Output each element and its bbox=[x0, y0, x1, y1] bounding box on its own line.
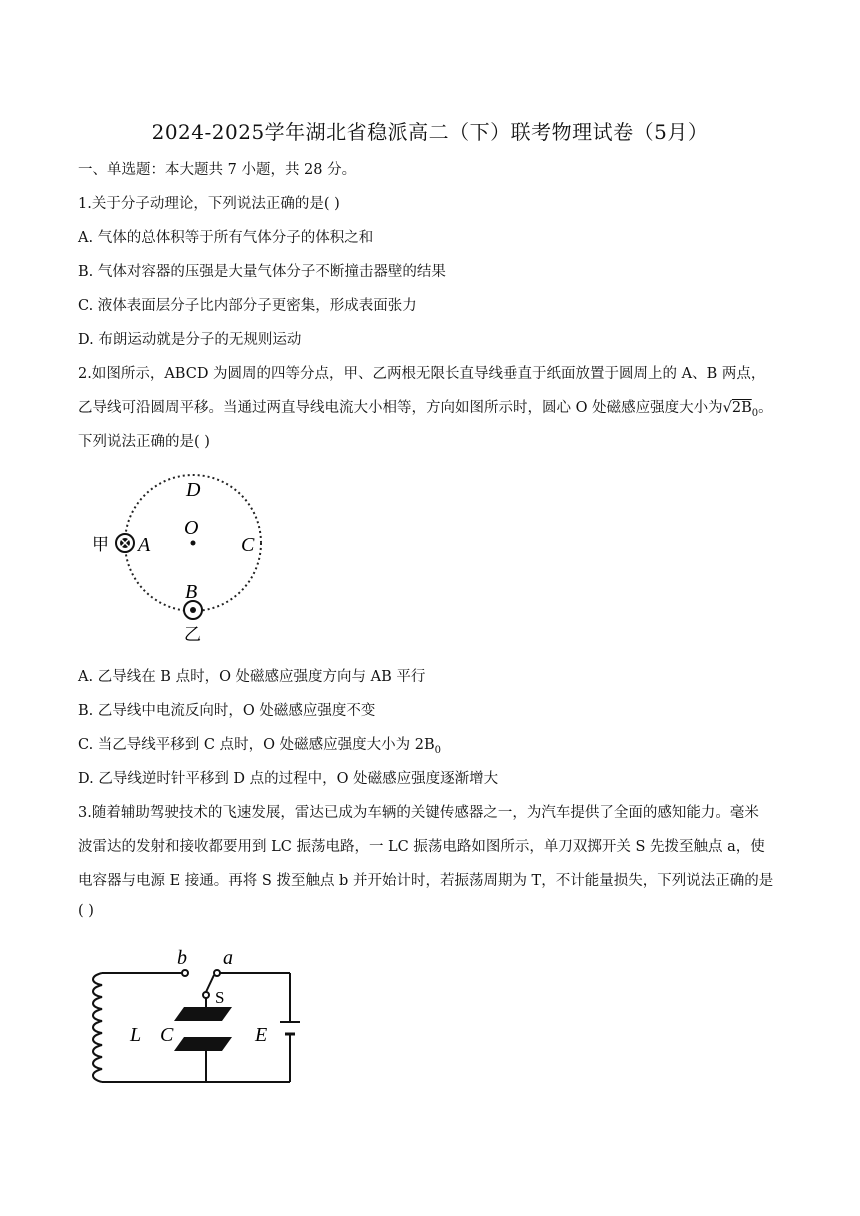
inductor-coil bbox=[93, 973, 102, 1082]
switch-pivot bbox=[203, 992, 209, 998]
q1-option-c: C. 液体表面层分子比内部分子更密集，形成表面张力 bbox=[78, 298, 417, 314]
label-e: E bbox=[255, 1024, 268, 1046]
q1-option-b: B. 气体对容器的压强是大量气体分子不断撞击器壁的结果 bbox=[78, 264, 446, 280]
center-dot bbox=[191, 541, 196, 546]
q2-stem-subscript: 0 bbox=[751, 407, 759, 419]
label-d: D bbox=[186, 479, 201, 501]
q3-stem-line4: ( ) bbox=[78, 903, 94, 919]
contact-b bbox=[182, 970, 188, 976]
wire-jia-marker bbox=[116, 534, 134, 552]
q1-option-d: D. 布朗运动就是分子的无规则运动 bbox=[78, 332, 302, 348]
q2-option-b: B. 乙导线中电流反向时，O 处磁感应强度不变 bbox=[78, 703, 376, 719]
sqrt-symbol: √ bbox=[722, 400, 732, 416]
label-jia: 甲 bbox=[92, 535, 109, 555]
q2-option-a: A. 乙导线在 B 点时，O 处磁感应强度方向与 AB 平行 bbox=[78, 669, 426, 685]
q2-stem-line2-text: 乙导线可沿圆周平移。当通过两直导线电流大小相等，方向如图所示时，圆心 O 处磁感应强度大小为 bbox=[78, 400, 723, 416]
label-s: S bbox=[215, 988, 225, 1007]
q1-stem: 1.关于分子动理论，下列说法正确的是( ) bbox=[78, 196, 340, 212]
capacitor-plate-top bbox=[174, 1007, 232, 1021]
q3-stem-line3: 电容器与电源 E 接通。再将 S 拨至触点 b 并开始计时，若振荡周期为 T，不计能量损失，下列说法正确的是 bbox=[78, 873, 774, 889]
contact-a bbox=[214, 970, 220, 976]
section-heading: 一、单选题：本大题共 7 小题，共 28 分。 bbox=[78, 162, 357, 178]
capacitor-plate-bottom bbox=[174, 1037, 232, 1051]
page-title: 2024-2025学年湖北省稳派高二（下）联考物理试卷（5月） bbox=[151, 120, 709, 144]
switch-blade bbox=[206, 975, 214, 992]
q2-option-c bbox=[78, 733, 441, 756]
q2-stem-line3: 下列说法正确的是( ) bbox=[78, 434, 210, 450]
wire-yi-marker bbox=[184, 601, 202, 619]
q2-option-c-text: C. 当乙导线平移到 C 点时，O 处磁感应强度大小为 2B bbox=[78, 737, 435, 753]
label-l: L bbox=[130, 1024, 142, 1046]
q3-stem-line1: 3.随着辅助驾驶技术的飞速发展，雷达已成为车辆的关键传感器之一，为汽车提供了全面的感知能力。毫米 bbox=[78, 805, 759, 821]
label-a: A bbox=[138, 534, 151, 556]
q2-option-c-subscript: 0 bbox=[434, 744, 441, 756]
label-yi: 乙 bbox=[184, 625, 201, 645]
q2-circle-figure bbox=[88, 468, 278, 648]
q2-stem-line2 bbox=[78, 396, 773, 419]
q2-stem-end: 。 bbox=[758, 400, 773, 416]
q2-stem-value: 2B bbox=[731, 400, 752, 416]
label-c: C bbox=[160, 1024, 174, 1046]
label-a: a bbox=[223, 947, 233, 969]
label-o: O bbox=[184, 517, 199, 539]
q1-option-a: A. 气体的总体积等于所有气体分子的体积之和 bbox=[78, 230, 374, 246]
label-b: B bbox=[185, 581, 198, 603]
q2-stem-line1: 2.如图所示，ABCD 为圆周的四等分点，甲、乙两根无限长直导线垂直于纸面放置于圆周上的 A、B 两点， bbox=[78, 366, 766, 382]
label-b: b bbox=[177, 947, 187, 969]
q3-stem-line2: 波雷达的发射和接收都要用到 LC 振荡电路，一 LC 振荡电路如图所示，单刀双掷开关 S 先拨至触点 a，使 bbox=[78, 839, 765, 855]
q2-option-d: D. 乙导线逆时针平移到 D 点的过程中，O 处磁感应强度逐渐增大 bbox=[78, 771, 499, 787]
label-c: C bbox=[241, 534, 255, 556]
q3-lc-circuit-figure bbox=[90, 945, 305, 1085]
